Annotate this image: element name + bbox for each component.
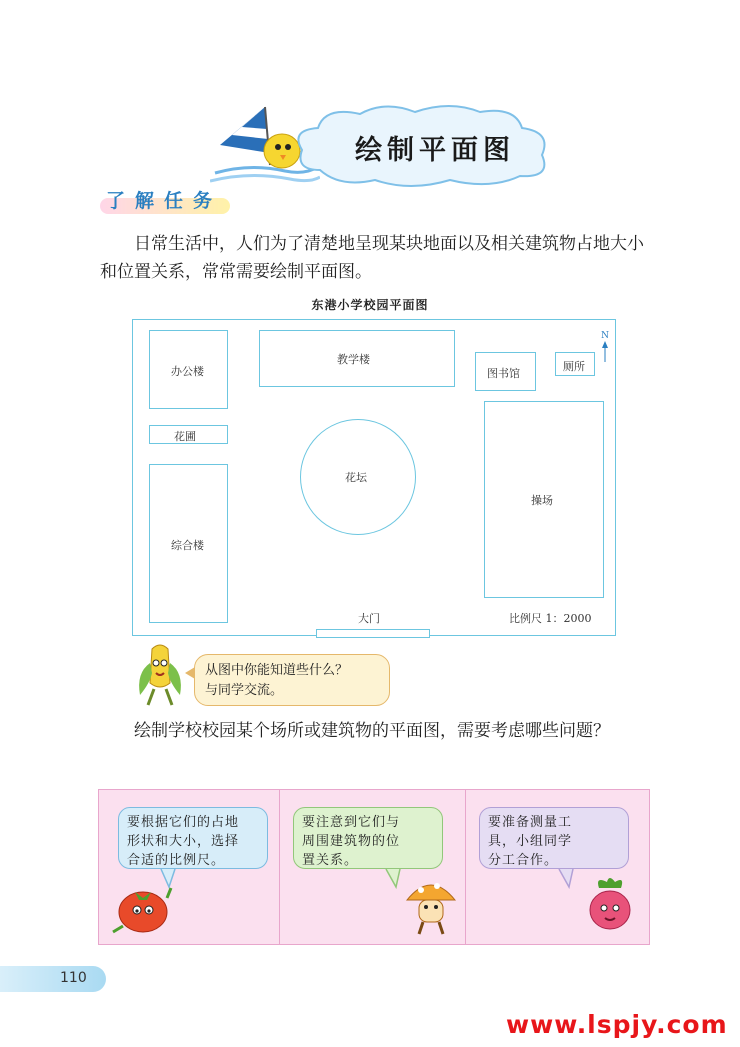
mascot-speech-bubble <box>194 654 390 706</box>
idea-2-line-3: 置关系。 <box>302 853 359 868</box>
idea-3-line-2: 具，小组同学 <box>488 834 573 849</box>
north-arrow-icon <box>599 328 611 364</box>
bubble-tail <box>384 869 404 889</box>
complex-building <box>149 464 228 623</box>
bubble-line-2: 与同学交流。 <box>205 683 284 698</box>
tomato-character-icon <box>109 884 175 940</box>
toilet-label: 厕所 <box>563 360 585 373</box>
flowerbed-label: 花坛 <box>345 471 367 484</box>
question-paragraph: 绘制学校校园某个场所或建筑物的平面图，需要考虑哪些问题？ <box>134 721 610 741</box>
gate <box>316 629 430 638</box>
campus-map <box>132 319 616 636</box>
mushroom-character-icon <box>403 874 459 936</box>
idea-bubble-1 <box>118 807 268 869</box>
idea-3-line-1: 要准备测量工 <box>488 815 573 830</box>
playground-area <box>484 401 604 598</box>
teaching-label: 教学楼 <box>337 353 370 366</box>
garden-area <box>149 425 228 444</box>
idea-1-line-3: 合适的比例尺。 <box>127 853 226 868</box>
page-title: 绘制平面图 <box>355 135 515 166</box>
page-number: 110 <box>60 970 87 986</box>
corn-mascot-icon <box>130 643 190 707</box>
bubble-line-1: 从图中你能知道些什么？ <box>205 663 349 678</box>
toilet-building <box>555 352 595 376</box>
scale-label: 比例尺 1：2000 <box>509 612 592 625</box>
complex-label: 综合楼 <box>171 539 204 552</box>
column-divider <box>465 790 466 944</box>
library-building <box>475 352 536 391</box>
title-banner <box>210 100 555 195</box>
idea-2-line-2: 周围建筑物的位 <box>302 834 401 849</box>
watermark: www.lspjy.com <box>506 1010 728 1039</box>
section-title: 了解任务 <box>106 190 223 212</box>
flowerbed-circle <box>300 419 416 535</box>
idea-1-line-1: 要根据它们的占地 <box>127 815 240 830</box>
north-label: N <box>601 331 609 341</box>
intro-paragraph: 日常生活中，人们为了清楚地呈现某块地面以及相关建筑物占地大小和位置关系，常常需要绘制平面图。 <box>100 234 644 282</box>
ideas-panel <box>98 789 650 945</box>
idea-2-line-1: 要注意到它们与 <box>302 815 401 830</box>
section-header <box>100 186 230 216</box>
idea-bubble-3 <box>479 807 629 869</box>
idea-bubble-2 <box>293 807 443 869</box>
office-label: 办公楼 <box>171 365 204 378</box>
playground-label: 操场 <box>531 494 553 507</box>
teaching-building <box>259 330 455 387</box>
library-label: 图书馆 <box>487 367 520 380</box>
gate-label: 大门 <box>358 612 380 625</box>
page-number-bar <box>0 966 106 992</box>
idea-3-line-3: 分工合作。 <box>488 853 559 868</box>
column-divider <box>279 790 280 944</box>
radish-character-icon <box>579 876 639 936</box>
bubble-tail <box>557 869 577 889</box>
office-building <box>149 330 228 409</box>
map-title: 东港小学校园平面图 <box>311 298 429 312</box>
idea-1-line-2: 形状和大小，选择 <box>127 834 240 849</box>
garden-label: 花圃 <box>174 430 196 443</box>
